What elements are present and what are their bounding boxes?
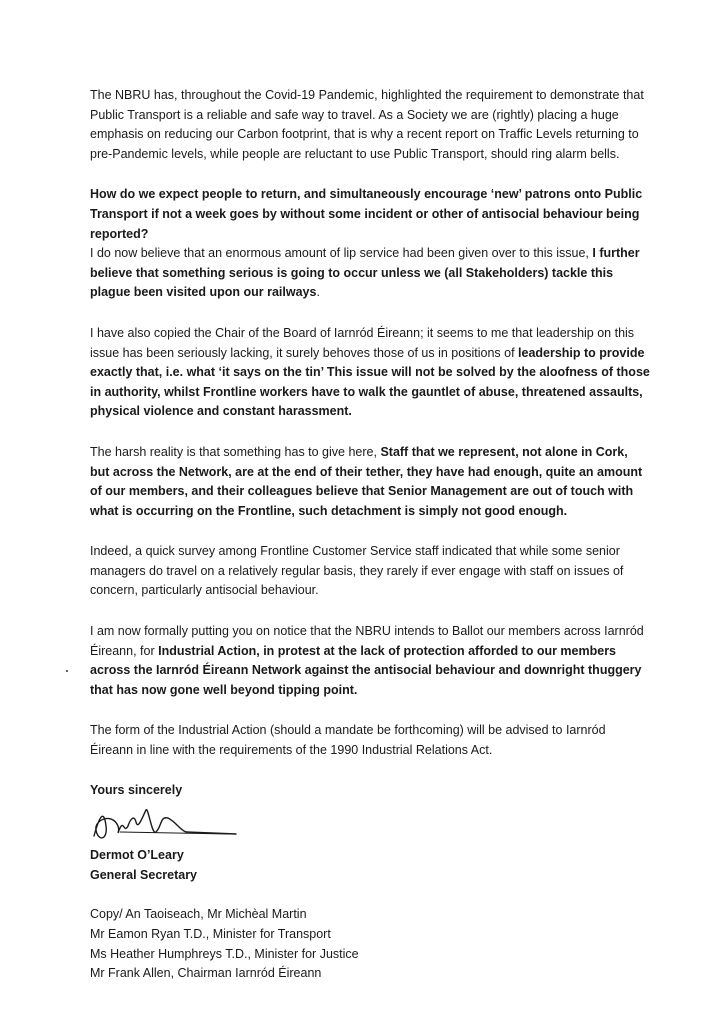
chair-text: I have also copied the Chair of the Board of Iarnród Éireann; it seems to me that leadership on this issue has been seriously lacking, it surely behoves those of us in positions of — [90, 325, 635, 360]
harsh-reality-text: The harsh reality is that something has to give here, — [90, 444, 381, 459]
closing-salutation: Yours sincerely — [90, 782, 183, 797]
copy-list-item: Mr Eamon Ryan T.D., Minister for Transport — [90, 927, 331, 941]
signatory-title: General Secretary — [90, 867, 198, 882]
paragraph-harsh-reality — [90, 443, 650, 521]
paragraph-industrial-action: The form of the Industrial Action (should a mandate be forthcoming) will be advised to Iarnród Éireann in line with the requirements of the 1990 Industrial Relations Act. — [90, 723, 606, 758]
question-bold: How do we expect people to return, and simultaneously encourage ‘new’ patrons onto Public Transport if not a week goes by without some incident or other of antisocial behaviour being reported? — [90, 187, 643, 241]
paragraph-lip-service — [90, 244, 650, 303]
lip-service-end: . — [316, 285, 320, 300]
chair-bold: leadership to provide exactly that, i.e. what ‘it says on the tin’ This issue will not be solved by the aloofness of those in authority, whilst Frontline workers have to walk the gauntlet of abuse, threatened assaults, physical violence and constant harassment. — [90, 345, 650, 419]
paragraph-chair — [90, 324, 650, 422]
copy-list — [90, 905, 650, 983]
copy-list-item: Mr Frank Allen, Chairman Iarnród Éireann — [90, 966, 322, 981]
notice-bold: Industrial Action, in protest at the lack of protection afforded to our members across the Iarnród Éireann Network against the antisocial behaviour and downright thuggery that has now gone well beyond tipping point. — [90, 643, 642, 697]
notice-text: I am now formally putting you on notice that the NBRU intends to Ballot our members across Iarnród Éireann, for — [90, 624, 644, 658]
paragraph-question — [90, 185, 650, 244]
letter-body — [90, 86, 650, 984]
closing-block — [90, 781, 650, 886]
handwritten-signature — [90, 796, 240, 844]
lip-service-text: I do now believe that an enormous amount of lip service had been given over to this issue, — [90, 246, 593, 261]
margin-dot — [66, 670, 68, 672]
copy-list-item: Copy/ An Taoiseach, Mr Michèal Martin — [90, 907, 307, 922]
paragraph-notice — [90, 622, 650, 700]
paragraph-survey: Indeed, a quick survey among Frontline Customer Service staff indicated that while some senior managers do travel on a relatively regular basis, they rarely if ever engage with staff on issues of concern, particularly antisocial behaviour. — [90, 544, 624, 598]
lip-service-bold: I further believe that something serious is going to occur unless we (all Stakeholders) tackle this plague been visited upon our railways — [90, 246, 640, 300]
signatory-name: Dermot O’Leary — [90, 848, 184, 863]
paragraph-covid: The NBRU has, throughout the Covid-19 Pandemic, highlighted the requirement to demonstrate that Public Transport is a reliable and safe way to travel. As a Society we are (rightly) placing a huge emphasis on reducing our Carbon footprint, that is why a recent report on Traffic Levels returning to pre-Pandemic levels, while people are reluctant to use Public Transport, should ring alarm bells. — [90, 88, 644, 161]
harsh-reality-bold: Staff that we represent, not alone in Cork, but across the Network, are at the end of their tether, they have had enough, quite an amount of our members, and their colleagues believe that Senior Management are out of touch with what is occurring on the Frontline, such detachment is simply not good enough. — [90, 444, 643, 518]
copy-list-item: Ms Heather Humphreys T.D., Minister for Justice — [90, 946, 359, 961]
